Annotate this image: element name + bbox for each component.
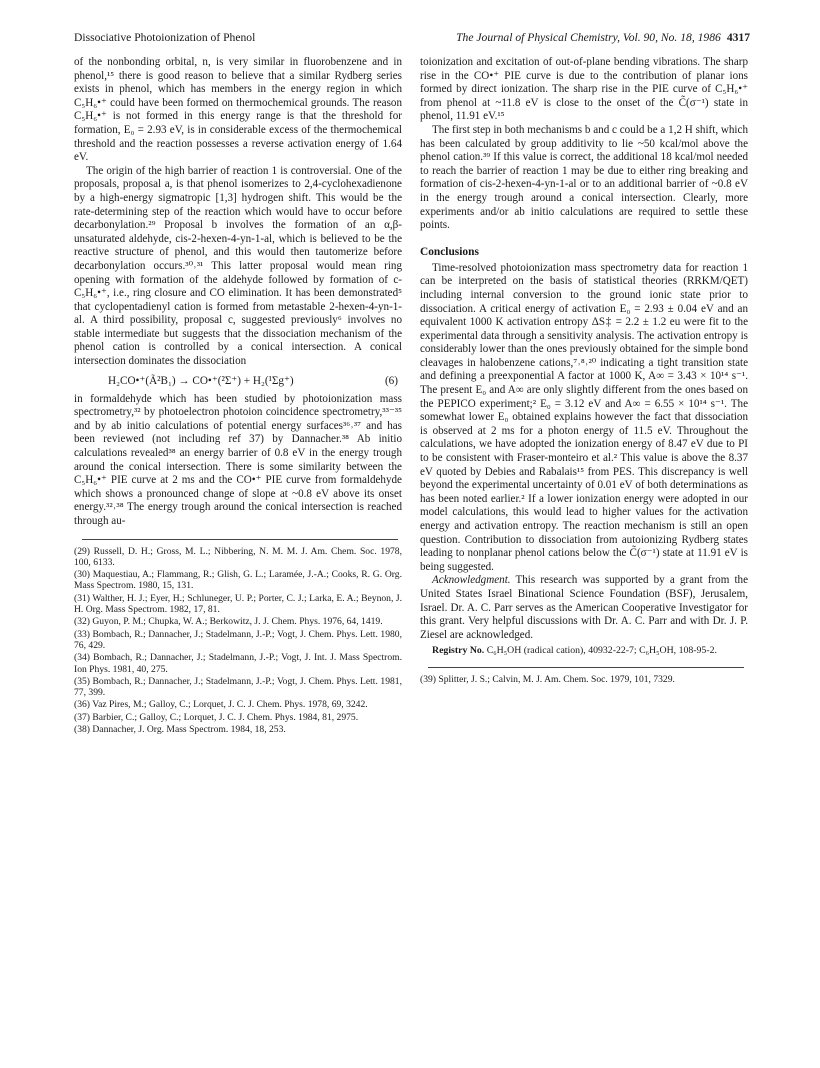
reference: (36) Vaz Pires, M.; Galloy, C.; Lorquet, J. C. J. Chem. Phys. 1978, 69, 3242. — [74, 699, 368, 711]
paragraph: of the nonbonding orbital, n, is very similar in fluorobenzene and in phenol,¹⁵ there is good reason to believe that a similar Rydberg series exists in phenol, which has members in the energy region in which C₅H₆•⁺ could have been formed on thermochemical grounds. The reason C₅H₆•⁺ is not formed in this energy range is that the threshold for formation, E₀ = 2.93 eV, is in considerable excess of the thermochemical threshold and the reaction possesses a reverse activation energy of 1.64 eV. — [74, 56, 402, 164]
acknowledgment-label: Acknowledgment. — [432, 574, 511, 587]
reference: (33) Bombach, R.; Dannacher, J.; Stadelmann, J.-P.; Vogt, J. Chem. Phys. Lett. 1980, 76, 429. — [74, 628, 402, 651]
paragraph: toionization and excitation of out-of-plane bending vibrations. The sharp rise in the CO•⁺ PIE curve is due to the contribution of planar ions formed by direct ionization. The sharp rise in the PIE curve of C₅H₆•⁺ from phenol at ~11.8 eV is close to the onset of the C̃(σ⁻¹) state in phenol, 11.91 eV.¹⁵ — [420, 56, 748, 123]
acknowledgment — [420, 574, 748, 642]
reference-list — [420, 674, 748, 685]
reference: (32) Guyon, P. M.; Chupka, W. A.; Berkowitz, J. J. Chem. Phys. 1976, 64, 1419. — [74, 616, 383, 628]
reference: (34) Bombach, R.; Dannacher, J.; Stadelmann, J.-P.; Vogt, J. Int. J. Mass Spectrom. Ion Phys. 1981, 40, 275. — [74, 652, 402, 675]
reference: (30) Maquestiau, A.; Flammang, R.; Glish, G. L.; Laramée, J.-A.; Cooks, R. G. Org. Mass Spectrom. 1980, 15, 131. — [74, 569, 402, 592]
journal-name: The Journal of Physical Chemistry, Vol. 90, No. 18, 1986 — [456, 31, 721, 44]
reference-list — [74, 546, 402, 736]
section-heading-conclusions: Conclusions — [420, 245, 479, 258]
equation-number: (6) — [384, 374, 398, 387]
registry-text: C₆H₅OH (radical cation), 40932-22-7; C₆H₅OH, 108-95-2. — [486, 645, 717, 657]
left-column — [74, 56, 402, 735]
reference: (35) Bombach, R.; Dannacher, J.; Stadelmann, J.-P.; Vogt, J. Chem. Phys. Lett. 1981, 77, 399. — [74, 675, 402, 699]
running-title: Dissociative Photoionization of Phenol — [74, 31, 256, 44]
reference: (31) Walther, H. J.; Eyer, H.; Schluneger, U. P.; Porter, C. J.; Larka, E. A.; Beynon, J. H. Org. Mass Spectrom. 1982, 17, 81. — [74, 592, 402, 616]
paragraph: Time-resolved photoionization mass spectrometry data for reaction 1 can be interpreted on the basis of statistical theories (RRKM/QET) including internal conversion to the ground ionic state prior to dissociation. A critical energy of activation E₀ = 2.93 ± 0.04 eV and an equivalent 1000 K activation entropy ΔS‡ = 2.2 ± 1.2 eu were fit to the experimental data through a sensitivity analysis. The activation entropy is considerably lower than the ones previously obtained for the simple bond cleavages in halobenzene cations,⁷˒⁸˒²⁰ indicating a tight transition state and defining a preexponential A factor at 1000 K, A∞ = 3.43 × 10¹⁴ s⁻¹. The present E₀ and A∞ are only slightly different from the ones based on the PEPICO experiment;² E₀ = 3.12 eV and A∞ = 6.55 × 10¹⁴ s⁻¹. The somewhat lower E₀ obtained explains however the fact that dissociation is observed at 2 ms for a photon energy of 11.5 eV. Throughout the calculations, we have adopted the ionization energy of 8.47 eV due to PI to be consistent with Fraser-monteiro et al.² This value is above the 8.37 eV quoted by Debies and Rabalais¹⁵ from PES. This discrepancy is well beyond the experimental uncertainty of 0.01 eV of both determinations as has been noted earlier.² If a lower ionization energy were adopted in our model calculations, this would lead to higher values for the activation energy and activation entropy. The reaction mechanism is still an open question. Contribution to dissociation from autoionizing Rydberg states leading to nonplanar phenol cations below the C̃(σ⁻¹) state at 11.91 eV is being suggested. — [420, 261, 748, 573]
acknowledgment-text: This research was supported by a grant from the United States Israel Binational Science Foundation (BSF), Jerusalem, Israel. Dr. A. C. Parr serves as the American Cooperative Investigator for this grant. Very helpful discussions with Dr. A. C. Parr and with Dr. J. P. Ziesel are acknowledged. — [420, 574, 748, 641]
registry-label: Registry No. — [432, 645, 485, 657]
reference: (37) Barbier, C.; Galloy, C.; Lorquet, J. C. J. Chem. Phys. 1984, 81, 2975. — [74, 711, 359, 723]
page-number: 4317 — [726, 31, 750, 44]
paragraph: in formaldehyde which has been studied by photoionization mass spectrometry,³² by photoelectron photoion coincidence spectrometry,³³⁻³⁵ and by ab initio calculations of potential energy surfaces³⁶˒³⁷ and has been reviewed (not including ref 37) by Dannacher.³⁸ Ab initio calculations revealed³⁸ an energy barrier of 0.8 eV in the energy trough around the conical intersection. There is some similarity between the C₅H₆•⁺ PIE curve at 2 ms and the CO•⁺ PIE curve from formaldehyde which shows a pronounced change of slope at ~0.8 eV above its onset energy.³²˒³⁸ The energy trough around the conical intersection is reached through au- — [74, 392, 402, 527]
reference: (29) Russell, D. H.; Gross, M. L.; Nibbering, N. M. M. J. Am. Chem. Soc. 1978, 100, 6133. — [74, 545, 402, 568]
equation-body: H₂CO•⁺(Ã²B₁) → CO•⁺(²Σ⁺) + H₂(¹Σg⁺) — [108, 374, 294, 387]
reference: (39) Splitter, J. S.; Calvin, M. J. Am. Chem. Soc. 1979, 101, 7329. — [420, 674, 675, 686]
paragraph: The first step in both mechanisms b and c could be a 1,2 H shift, which has been calculated by group additivity to lie ~50 kcal/mol above the phenol cation.³⁹ If this value is correct, the additional 18 kcal/mol needed to reach the barrier of reaction 1 may be due to either ring breaking and formation of cis-2-hexen-4-yn-1-al or to an additional barrier of ~0.8 eV in the energy trough around a conical intersection. Clearly, more experiments and/or ab initio calculations are required to settle these points. — [420, 123, 748, 232]
footnote-divider — [428, 667, 744, 668]
equation — [74, 372, 402, 390]
paragraph: The origin of the high barrier of reaction 1 is controversial. One of the proposals, proposal a, is that phenol isomerizes to 2,4-cyclohexadienone by a high-energy sigmatropic [1,3] hydrogen shift. This would be the rate-determining step of the reaction which would have to occur before decarbonylation.²⁹ Proposal b involves the formation of an α,β-unsaturated aldehyde, cis-2-hexen-4-yn-1-al, which is believed to be the reactive structure of phenol, and this would then tautomerize before decarbonylation occurs.³⁰˒³¹ This latter proposal would mean ring opening with formation of the aldehyde followed by formation of c-C₅H₆•⁺, i.e., ring closure and CO elimination. It has been demonstrated⁵ that cyclopentadienyl cation is formed from metastable 2-hexen-4-yn-1-al. A third possibility, proposal c, suggested previously⁶ involves no stable intermediate but suggests that the dissociation mechanism of the phenol cation is controlled by a conical intersection. A conical intersection dominates the dissociation — [74, 164, 402, 368]
footnote-divider — [82, 539, 398, 540]
registry-numbers — [420, 645, 748, 657]
journal-citation — [456, 30, 750, 46]
running-header — [74, 30, 750, 46]
right-column — [420, 56, 748, 686]
reference: (38) Dannacher, J. Org. Mass Spectrom. 1984, 18, 253. — [74, 724, 286, 736]
